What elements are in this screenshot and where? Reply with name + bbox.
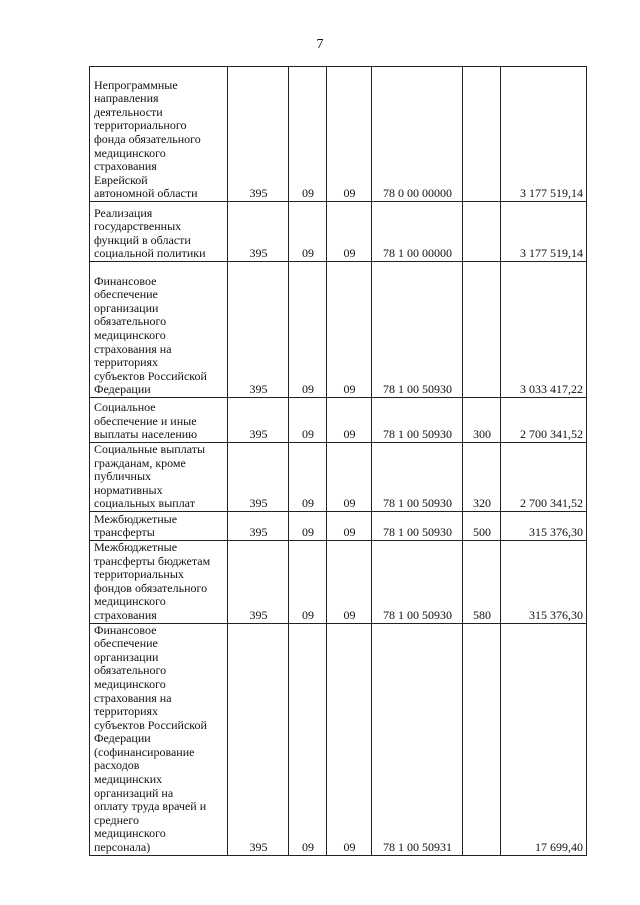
row-admin-code: 395 <box>228 202 289 262</box>
row-expense-type <box>463 623 501 855</box>
row-admin-code: 395 <box>228 67 289 202</box>
row-target-article: 78 1 00 50930 <box>372 443 463 512</box>
row-subsection: 09 <box>327 540 372 623</box>
row-amount: 3 177 519,14 <box>501 202 587 262</box>
row-name: Финансовое обеспечение организации обязательного медицинского страхования на территориях субъектов Российской Федерации <box>90 262 228 398</box>
row-target-article: 78 0 00 00000 <box>372 67 463 202</box>
row-expense-type <box>463 202 501 262</box>
row-amount: 315 376,30 <box>501 511 587 540</box>
row-section: 09 <box>289 540 327 623</box>
table-row <box>90 540 587 623</box>
row-subsection: 09 <box>327 623 372 855</box>
row-name: Финансовое обеспечение организации обязательного медицинского страхования на территориях субъектов Российской Федерации (софинансирование расходов медицинских организаций на оплату труда врачей и среднего медицинского персонала) <box>90 623 228 855</box>
row-admin-code: 395 <box>228 398 289 443</box>
row-target-article: 78 1 00 00000 <box>372 202 463 262</box>
row-admin-code: 395 <box>228 262 289 398</box>
table-row <box>90 398 587 443</box>
row-subsection: 09 <box>327 443 372 512</box>
row-name: Межбюджетные трансферты бюджетам территориальных фондов обязательного медицинского страхования <box>90 540 228 623</box>
row-target-article: 78 1 00 50930 <box>372 262 463 398</box>
budget-table <box>89 66 587 856</box>
page-number: 7 <box>316 37 324 52</box>
row-name: Реализация государственных функций в области социальной политики <box>90 202 228 262</box>
table-row <box>90 623 587 855</box>
row-subsection: 09 <box>327 398 372 443</box>
row-subsection: 09 <box>327 262 372 398</box>
table-row <box>90 262 587 398</box>
row-target-article: 78 1 00 50931 <box>372 623 463 855</box>
row-subsection: 09 <box>327 511 372 540</box>
row-section: 09 <box>289 623 327 855</box>
row-expense-type <box>463 67 501 202</box>
row-section: 09 <box>289 202 327 262</box>
table-row <box>90 443 587 512</box>
row-admin-code: 395 <box>228 443 289 512</box>
row-admin-code: 395 <box>228 540 289 623</box>
table-row <box>90 202 587 262</box>
row-section: 09 <box>289 262 327 398</box>
row-admin-code: 395 <box>228 623 289 855</box>
row-amount: 3 177 519,14 <box>501 67 587 202</box>
row-name: Социальное обеспечение и иные выплаты населению <box>90 398 228 443</box>
table-row <box>90 67 587 202</box>
row-expense-type: 500 <box>463 511 501 540</box>
row-subsection: 09 <box>327 67 372 202</box>
row-target-article: 78 1 00 50930 <box>372 398 463 443</box>
row-amount: 2 700 341,52 <box>501 443 587 512</box>
row-expense-type: 300 <box>463 398 501 443</box>
row-subsection: 09 <box>327 202 372 262</box>
row-name: Социальные выплаты гражданам, кроме публичных нормативных социальных выплат <box>90 443 228 512</box>
row-amount: 2 700 341,52 <box>501 398 587 443</box>
row-expense-type <box>463 262 501 398</box>
row-admin-code: 395 <box>228 511 289 540</box>
row-target-article: 78 1 00 50930 <box>372 511 463 540</box>
row-amount: 315 376,30 <box>501 540 587 623</box>
row-section: 09 <box>289 67 327 202</box>
row-section: 09 <box>289 511 327 540</box>
row-amount: 17 699,40 <box>501 623 587 855</box>
row-amount: 3 033 417,22 <box>501 262 587 398</box>
row-expense-type: 320 <box>463 443 501 512</box>
row-section: 09 <box>289 398 327 443</box>
row-expense-type: 580 <box>463 540 501 623</box>
row-section: 09 <box>289 443 327 512</box>
row-name: Межбюджетные трансферты <box>90 511 228 540</box>
row-name: Непрограммные направления деятельности территориального фонда обязательного медицинского страхования Еврейской автономной области <box>90 67 228 202</box>
row-target-article: 78 1 00 50930 <box>372 540 463 623</box>
table-row <box>90 511 587 540</box>
